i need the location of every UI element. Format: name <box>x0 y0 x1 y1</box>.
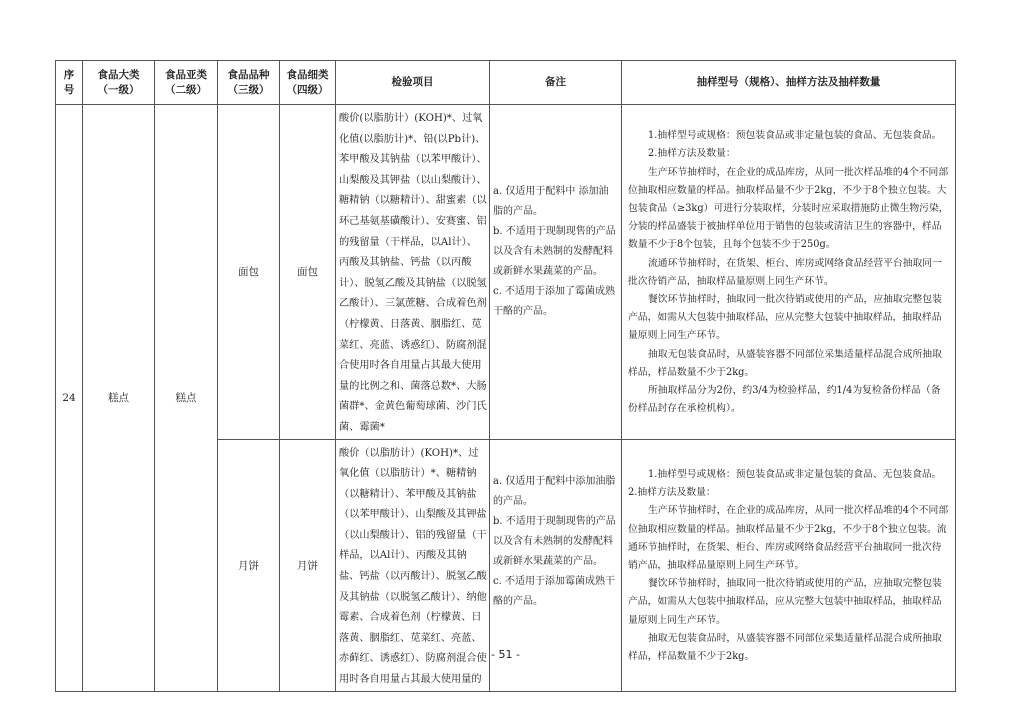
test-items-text: 酸价(以脂肪计）(KOH)*、过氧化值(以脂肪计)*、铅(以Pb计)、苯甲酸及其钠盐（以苯甲酸计）、山梨酸及其钾盐（以山梨酸计）、糖精钠（以糖精计）、甜蜜素（以环己基氨基磺酸计）、安赛蜜、铝的残留量（干样品，以Al计）、丙酸及其钠盐、钙盐（以丙酸计）、脱氢乙酸及其钠盐（以脱氢乙酸计）、三氯蔗糖、合成着色剂（柠檬黄、日落黄、胭脂红、苋菜红、亮蓝、诱惑红）、防腐剂混合使用时各自用量占其最大使用量的比例之和、菌落总数*、大肠菌群*、金黄色葡萄球菌、沙门氏菌、霉菌* <box>339 113 487 433</box>
sampling-paragraph: 抽取无包装食品时，从盛装容器不同部位采集适量样品混合成所抽取样品，样品数量不少于2kg。 <box>628 348 942 378</box>
page-number: - 51 - <box>491 648 520 661</box>
cell-category3: 月饼 <box>218 439 280 691</box>
table-row <box>56 105 956 440</box>
cell-category3: 面包 <box>218 105 280 440</box>
sampling-paragraph: 生产环节抽样时，在企业的成品库房，从同一批次样品堆的4个不同部位抽取相应数量的样品。抽取样品量不少于2kg，不少于8个独立包装。大包装食品（≥3kg）可进行分装取样，分装时应采取措施防止微生物污染，分装的样品盛装于被抽样单位用于销售的包装或清洁卫生的容器中，样品数量不少于8个包装，且每个包装不少于250g。 <box>628 166 949 251</box>
header-category2: 食品亚类 （二级） <box>155 61 218 105</box>
header-notes: 备注 <box>490 61 622 105</box>
header-category1: 食品大类 （一级） <box>83 61 155 105</box>
note-item: a. 仅适用于配料中添加油脂的产品。 <box>493 475 616 507</box>
note-item: b. 不适用于现制现售的产品以及含有未熟制的发酵配料 或新鲜水果蔬菜的产品。 <box>493 515 616 567</box>
sampling-paragraph: 所抽取样品分为2份，约3/4为检验样品，约1/4为复检备份样品（备份样品封存在承检机构）。 <box>628 384 941 415</box>
cell-category4: 面包 <box>280 105 336 440</box>
sampling-paragraph: 1.抽样型号或规格：预包装食品或非定量包装的食品、无包装食品。 <box>648 130 942 142</box>
header-test-items: 检验项目 <box>336 61 490 105</box>
cell-category4: 月饼 <box>280 439 336 691</box>
cell-test-items <box>336 105 490 440</box>
sampling-paragraph: 流通环节抽样时，在货架、柜台、库房或网络食品经营平台抽取同一批次待销产品，抽取样品量原则上同生产环节。 <box>628 257 942 287</box>
note-item: c. 不适用于添加霉菌成熟干酪的产品。 <box>493 575 615 607</box>
note-item: c. 不适用于添加了霉菌成熟干酪的产品。 <box>493 286 615 317</box>
cell-sampling <box>622 105 956 440</box>
header-category3: 食品品种 （三级） <box>218 61 280 105</box>
cell-category1: 糕点 <box>83 105 155 692</box>
header-seq: 序 号 <box>56 61 83 105</box>
cell-seq: 24 <box>56 105 83 692</box>
sampling-paragraph: 餐饮环节抽样时，抽取同一批次待销或使用的产品，应抽取完整包装产品，如需从大包装中抽取样品，应从完整大包装中抽取样品，抽取样品量原则上同生产环节。 <box>628 293 942 342</box>
cell-category2: 糕点 <box>155 105 218 692</box>
sampling-table <box>55 60 956 692</box>
sampling-paragraph: 1.抽样型号或规格：预包装食品或非定量包装的食品、无包装食品。 2.抽样方法及数量： <box>628 468 942 499</box>
sampling-paragraph: 生产环节抽样时，在企业的成品库房，从同一批次样品堆的4个不同部位抽取相应数量的样品。抽取样品量不少于2kg，不少于8个独立包装。流通环节抽样时，在货架、柜台、库房或网络食品经营平台抽取同一批次待销产品，抽取样品量原则上同生产环节。 <box>628 505 949 571</box>
header-category4: 食品细类 （四级） <box>280 61 336 105</box>
sampling-paragraph: 餐饮环节抽样时，抽取同一批次待销或使用的产品，应抽取完整包装产品，如需从大包装中抽取样品，应从完整大包装中抽取样品，抽取样品量原则上同生产环节。 <box>628 578 942 626</box>
cell-notes <box>490 105 622 440</box>
note-item: a. 仅适用于配料中 添加油脂的产品。 <box>493 186 609 217</box>
header-row <box>56 61 956 105</box>
sampling-paragraph: 抽取无包装食品时，从盛装容器不同部位采集适量样品混合成所抽取样品，样品数量不少于2kg。 <box>628 632 942 662</box>
header-sampling: 抽样型号（规格）、抽样方法及抽样数量 <box>622 61 956 105</box>
note-item: b. 不适用于现制现售的产品以及含有未熟制的发酵配料或新鲜水果蔬菜的产品。 <box>493 226 616 277</box>
sampling-paragraph: 2.抽样方法及数量： <box>648 148 736 160</box>
test-items-text: 酸价（以脂肪计）(KOH)*、过氧化值（以脂肪计）*、糖精钠（以糖精计）、苯甲酸及其钠盐（以苯甲酸计）、山梨酸及其钾盐（以山梨酸计）、铝的残留量（干样品，以Al计）、丙酸及其钠盐、钙盐（以丙酸计）、脱氢乙酸及其钠盐（以脱氢乙酸计）、纳他霉素、合成着色剂（柠檬黄、日落黄、胭脂红、苋菜红、亮蓝、赤藓红、诱惑红）、防腐剂混合使用时各自用量占其最大使用量的 <box>339 447 487 686</box>
